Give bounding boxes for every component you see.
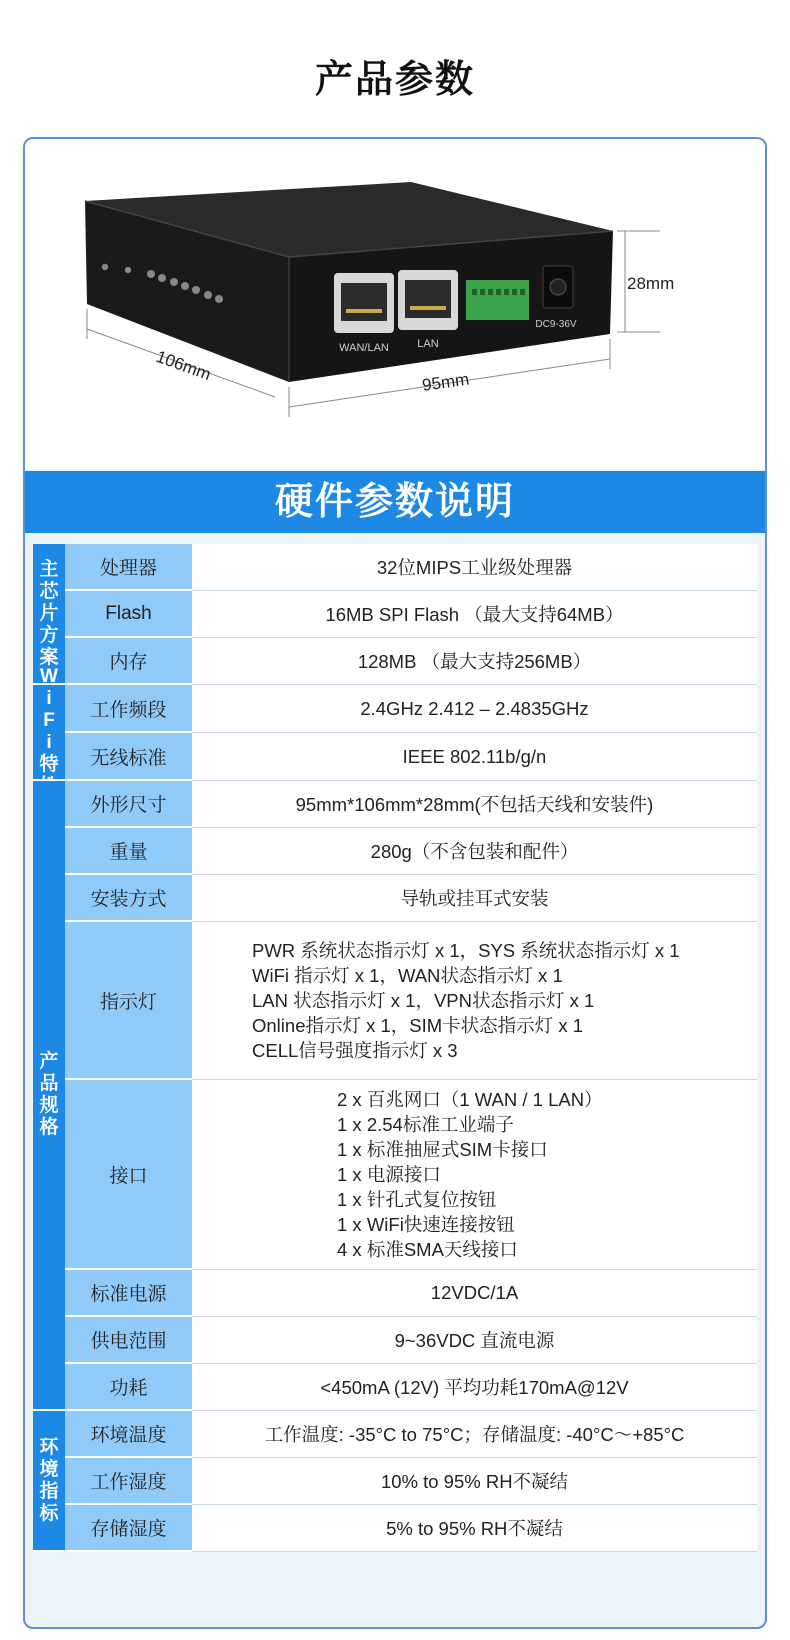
spec-value: 128MB （最大支持256MB）	[192, 638, 757, 685]
spec-value-line: 1 x WiFi快速连接按钮	[337, 1214, 515, 1235]
spec-value-line: 1 x 2.54标准工业端子	[337, 1114, 514, 1135]
group-label-char: 产	[39, 1051, 59, 1072]
group-label-char: 品	[39, 1073, 59, 1094]
group-label-char: 指	[39, 1480, 59, 1502]
spec-value: 9~36VDC 直流电源	[192, 1317, 757, 1364]
group-label-char: 片	[39, 602, 59, 624]
spec-group-label	[33, 544, 65, 685]
spec-value: 16MB SPI Flash （最大支持64MB）	[192, 591, 757, 638]
spec-value: 12VDC/1A	[192, 1270, 757, 1317]
product-image	[25, 139, 765, 469]
spec-row	[33, 875, 757, 922]
spec-row	[33, 544, 757, 591]
spec-row	[33, 638, 757, 685]
spec-value: <450mA (12V) 平均功耗170mA@12V	[192, 1364, 757, 1411]
spec-label: 指示灯	[65, 922, 192, 1080]
spec-label: 处理器	[65, 544, 192, 591]
spec-group-label	[33, 1411, 65, 1552]
port2-label: LAN	[417, 338, 439, 350]
spec-value-line: LAN 状态指示灯 x 1，VPN状态指示灯 x 1	[252, 990, 595, 1011]
spec-row	[33, 1411, 757, 1458]
spec-row	[33, 1080, 757, 1270]
spec-row	[33, 685, 757, 733]
spec-value-line: 2 x 百兆网口（1 WAN / 1 LAN）	[337, 1089, 603, 1110]
spec-row	[33, 922, 757, 1080]
spec-value-line: 1 x 标准抽屉式SIM卡接口	[337, 1139, 548, 1160]
spec-value	[192, 1080, 757, 1270]
dim-depth-label: 106mm	[153, 346, 214, 385]
spec-label: 标准电源	[65, 1270, 192, 1317]
spec-label: 安装方式	[65, 875, 192, 922]
spec-label: 内存	[65, 638, 192, 685]
spec-row	[33, 828, 757, 875]
spec-value-line: Online指示灯 x 1，SIM卡状态指示灯 x 1	[252, 1015, 584, 1036]
spec-row	[33, 733, 757, 781]
port1-label: WAN/LAN	[339, 342, 389, 354]
group-label-char: 环	[39, 1436, 59, 1458]
dim-height-label: 28mm	[627, 274, 675, 293]
spec-value-line: PWR 系统状态指示灯 x 1，SYS 系统状态指示灯 x 1	[252, 940, 680, 961]
spec-group-label	[33, 781, 65, 1411]
page-title: 产品参数	[314, 59, 475, 101]
spec-row	[33, 1317, 757, 1364]
group-label-char: 芯	[39, 580, 59, 602]
power-label: DC9-36V	[535, 319, 577, 330]
group-label-char: 标	[39, 1502, 59, 1524]
section-title: 硬件参数说明	[25, 471, 765, 533]
spec-value: 95mm*106mm*28mm(不包括天线和安装件)	[192, 781, 757, 828]
spec-label: 无线标准	[65, 733, 192, 781]
spec-label: 工作频段	[65, 685, 192, 733]
spec-label: 环境温度	[65, 1411, 192, 1458]
group-label-char: 规	[39, 1095, 59, 1116]
group-label-char: 格	[39, 1117, 59, 1138]
spec-row	[33, 1364, 757, 1411]
spec-label: 功耗	[65, 1364, 192, 1411]
spec-value: 10% to 95% RH不凝结	[192, 1458, 757, 1505]
spec-label: Flash	[65, 591, 192, 638]
spec-row	[33, 1502, 757, 1552]
spec-label: 供电范围	[65, 1317, 192, 1364]
spec-row	[33, 591, 757, 638]
spec-value-line: 1 x 电源接口	[337, 1164, 441, 1185]
spec-value-line: WiFi 指示灯 x 1，WAN状态指示灯 x 1	[252, 965, 563, 986]
spec-value-line: CELL信号强度指示灯 x 3	[252, 1040, 458, 1061]
spec-label: 接口	[65, 1080, 192, 1270]
group-label-char: 案	[39, 646, 59, 668]
router-illustration	[25, 139, 765, 469]
group-label-char: 境	[39, 1458, 59, 1480]
spec-label: 外形尺寸	[65, 781, 192, 828]
spec-group-label	[33, 666, 65, 781]
spec-value: IEEE 802.11b/g/n	[192, 733, 757, 781]
group-label-char: 主	[39, 558, 59, 580]
dim-width-label: 95mm	[420, 369, 471, 395]
spec-value: 32位MIPS工业级处理器	[192, 544, 757, 591]
spec-value: 2.4GHz 2.412 – 2.4835GHz	[192, 685, 757, 733]
group-label-char: W	[40, 666, 58, 687]
spec-row	[33, 1458, 757, 1505]
spec-label: 存储湿度	[65, 1505, 192, 1552]
spec-value-line: 4 x 标准SMA天线接口	[337, 1239, 518, 1260]
spec-value: 280g（不含包装和配件）	[192, 828, 757, 875]
spec-label: 重量	[65, 828, 192, 875]
spec-value: 5% to 95% RH不凝结	[192, 1505, 757, 1552]
spec-row	[33, 1270, 757, 1317]
group-label-char: 方	[39, 624, 59, 646]
group-label-char: 特	[39, 754, 59, 775]
spec-value-line: 1 x 针孔式复位按钮	[337, 1189, 497, 1210]
group-label-char: F	[43, 710, 55, 731]
spec-label: 工作湿度	[65, 1458, 192, 1505]
spec-card	[23, 137, 767, 1629]
spec-value: 导轨或挂耳式安装	[192, 875, 757, 922]
spec-value: 工作温度: -35°C to 75°C；存储温度: -40°C～+85°C	[192, 1411, 757, 1458]
group-label-char: i	[46, 732, 52, 753]
group-label-char: i	[46, 688, 52, 709]
spec-row	[33, 781, 757, 828]
spec-value	[192, 922, 757, 1080]
